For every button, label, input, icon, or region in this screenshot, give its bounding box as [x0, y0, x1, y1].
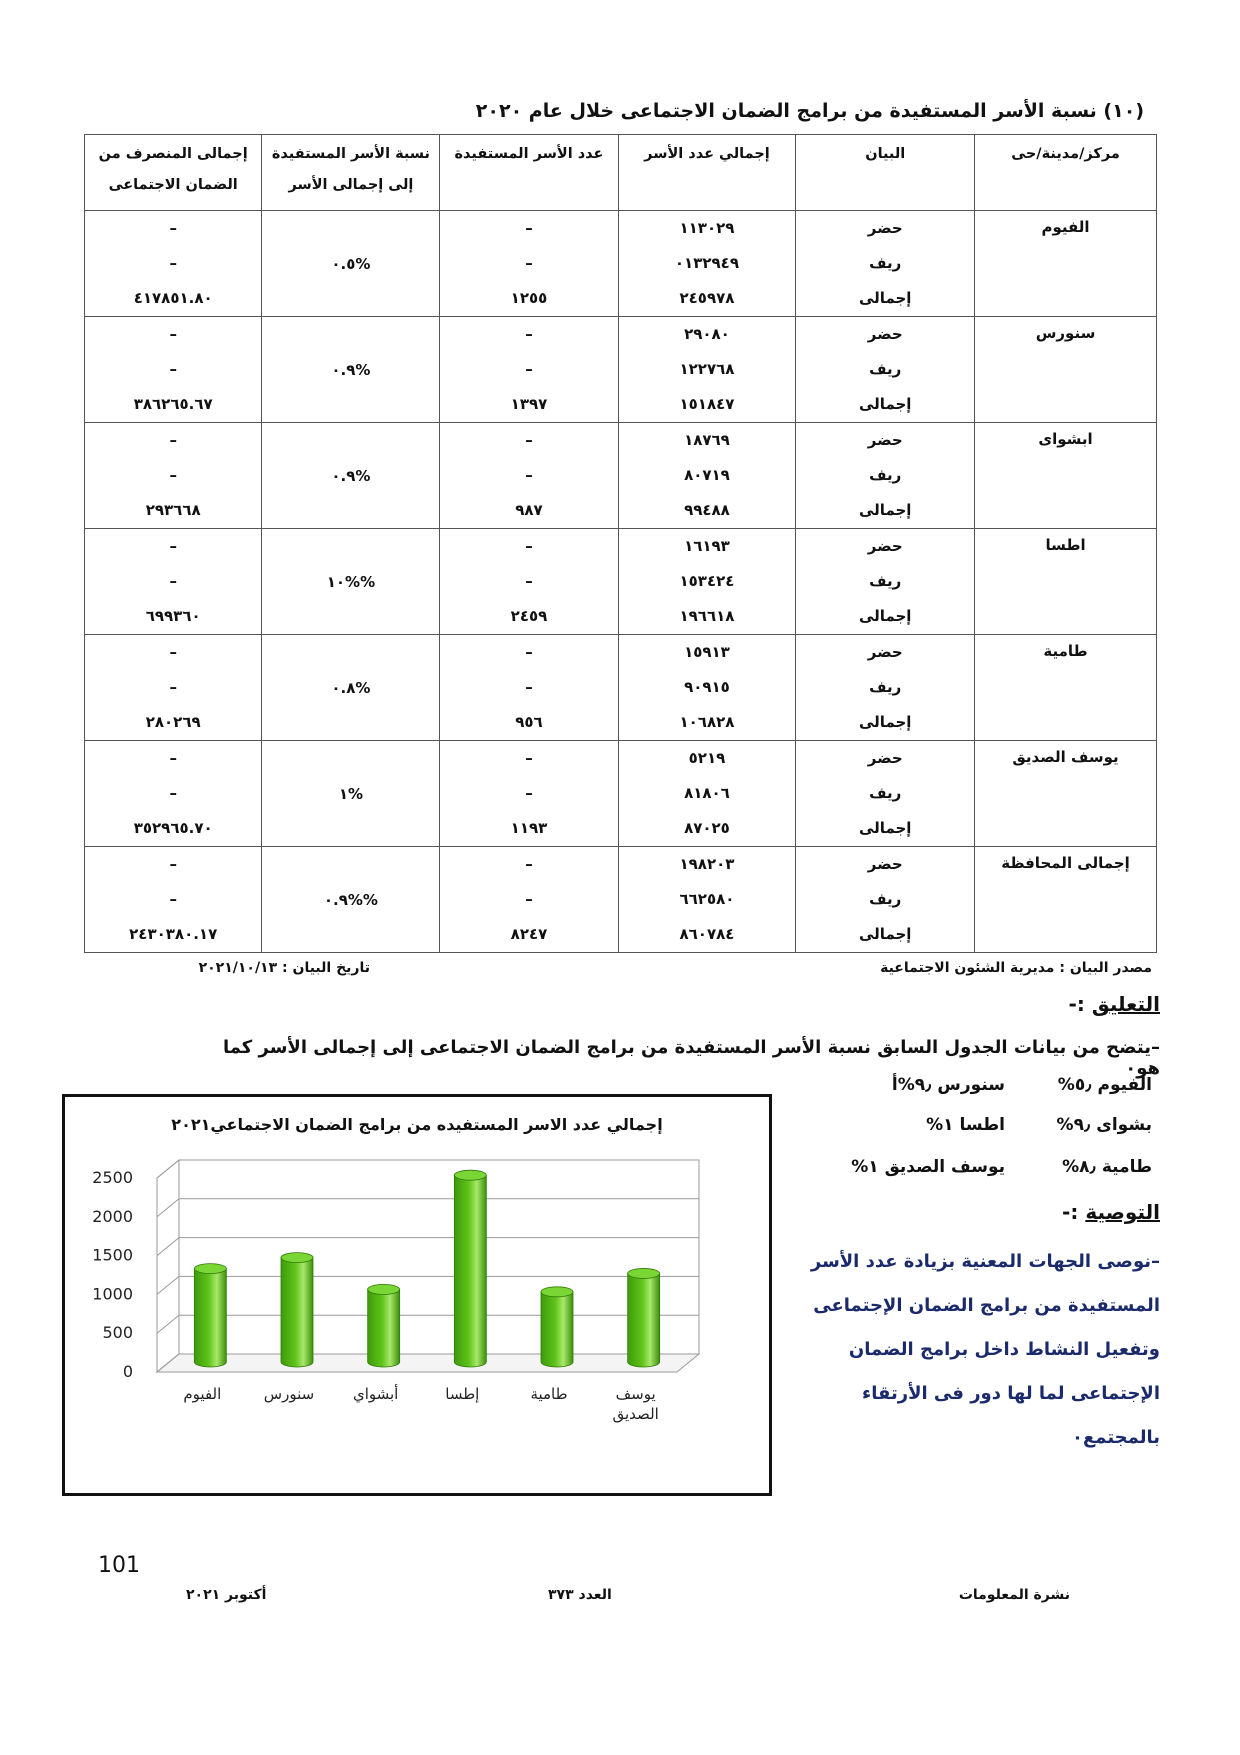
table-row	[85, 529, 1157, 635]
total-families-value: ٨٧٠٢٥	[684, 819, 730, 837]
header-ratio-line1: نسبة الأسر المستفيدة	[271, 146, 430, 162]
label-value: إجمالى	[859, 501, 912, 519]
total-spent-value: ٦٩٩٣٦٠	[145, 607, 201, 625]
header-region: مركز/مدينة/حى	[975, 135, 1157, 211]
region-cell: اطسا	[975, 529, 1157, 635]
beneficiaries-value: –	[525, 219, 533, 237]
total-spent-value: –	[169, 784, 177, 802]
ratio-cell: %١	[262, 741, 440, 847]
total-families-cell	[618, 847, 796, 953]
bar	[368, 1289, 400, 1367]
x-tick-label: الفيوم	[183, 1385, 222, 1403]
total-spent-value: ٣٥٢٩٦٥.٧٠	[133, 819, 213, 837]
label-cell	[796, 211, 975, 317]
beneficiaries-value: ٨٢٤٧	[510, 925, 548, 943]
total-spent-value: –	[169, 890, 177, 908]
total-families-cell	[618, 317, 796, 423]
total-spent-value: –	[169, 855, 177, 873]
data-source: مصدر البيان : مديرية الشئون الاجتماعية	[880, 960, 1152, 976]
label-value: ريف	[869, 678, 902, 696]
y-tick-label: 500	[102, 1323, 133, 1343]
total-families-value: ٦٦٢٥٨٠	[679, 890, 735, 908]
total-families-value: ١٥١٨٤٧	[679, 395, 735, 413]
total-spent-cell	[85, 847, 262, 953]
region-cell: إجمالى المحافظة	[975, 847, 1157, 953]
beneficiaries-cell	[440, 317, 618, 423]
total-spent-value: –	[169, 431, 177, 449]
beneficiaries-value: ٢٤٥٩	[510, 607, 548, 625]
table-header-row	[85, 135, 1157, 211]
label-cell	[796, 529, 975, 635]
total-families-value: ٩٠٩١٥	[684, 678, 730, 696]
data-date: تاريخ البيان : ٢٠٢١/١٠/١٣	[198, 960, 370, 976]
beneficiaries-value: –	[525, 325, 533, 343]
ratio-cell: %٠.٨	[262, 635, 440, 741]
y-tick-label: 1000	[92, 1284, 133, 1304]
beneficiaries-cell	[440, 211, 618, 317]
total-spent-value: –	[169, 219, 177, 237]
beneficiaries-cell	[440, 529, 618, 635]
total-spent-value: –	[169, 466, 177, 484]
comment-ratio-itsa: اطسا ١%	[926, 1115, 1005, 1135]
y-tick-label: 0	[122, 1362, 133, 1381]
beneficiaries-cell	[440, 741, 618, 847]
label-cell	[796, 847, 975, 953]
beneficiaries-value: –	[525, 537, 533, 555]
total-spent-value: –	[169, 360, 177, 378]
table-row	[85, 635, 1157, 741]
label-value: إجمالى	[859, 289, 912, 307]
label-value: ريف	[869, 572, 902, 590]
total-spent-cell	[85, 423, 262, 529]
total-families-value: ٨١٨٠٦	[684, 784, 730, 802]
bar-top	[368, 1284, 400, 1294]
beneficiaries-value: ١١٩٣	[510, 819, 548, 837]
total-spent-value: ٢٩٣٦٦٨	[145, 501, 201, 519]
recommendation-line: بالمجتمع٠	[1071, 1427, 1160, 1448]
label-cell	[796, 423, 975, 529]
footer-issue: العدد ٣٧٣	[548, 1587, 612, 1603]
total-families-value: ١٥٣٤٢٤	[679, 572, 735, 590]
bar	[194, 1269, 226, 1367]
label-value: حضر	[867, 749, 903, 767]
recommendation-line: الإجتماعى لما لها دور فى الأرتقاء	[862, 1383, 1160, 1404]
label-value: إجمالى	[859, 819, 912, 837]
chart-back-wall	[179, 1160, 699, 1354]
bar	[281, 1258, 313, 1367]
comment-ratio-sinnuris: سنورس ٩٫%أ	[891, 1075, 1005, 1095]
recommendation-line: المستفيدة من برامج الضمان الإجتماعى	[813, 1295, 1160, 1316]
x-tick-label: سنورس	[263, 1385, 315, 1403]
beneficiaries-value: –	[525, 890, 533, 908]
label-value: إجمالى	[859, 395, 912, 413]
total-spent-cell	[85, 211, 262, 317]
total-families-cell	[618, 635, 796, 741]
label-cell	[796, 635, 975, 741]
bar-top	[628, 1268, 660, 1278]
y-tick-label: 2000	[92, 1206, 133, 1226]
total-spent-value: –	[169, 572, 177, 590]
comment-ratio-ibshaway: بشواى ٩٫%	[1056, 1115, 1152, 1135]
header-beneficiaries: عدد الأسر المستفيدة	[440, 135, 618, 211]
region-cell: طامية	[975, 635, 1157, 741]
label-value: حضر	[867, 643, 903, 661]
total-spent-value: ٢٨٠٢٦٩	[145, 713, 201, 731]
region-cell: سنورس	[975, 317, 1157, 423]
region-cell: الفيوم	[975, 211, 1157, 317]
recommendation-line: –نوصى الجهات المعنية بزيادة عدد الأسر	[810, 1251, 1160, 1272]
recommendation-heading	[1040, 1200, 1160, 1224]
ratio-cell: %%٠.٩	[262, 847, 440, 953]
label-value: ريف	[869, 360, 902, 378]
ratio-cell: %٠.٩	[262, 317, 440, 423]
label-value: حضر	[867, 855, 903, 873]
header-ratio	[262, 135, 440, 211]
bar	[541, 1292, 573, 1367]
bar-top	[281, 1253, 313, 1263]
total-spent-value: –	[169, 537, 177, 555]
total-spent-value: –	[169, 325, 177, 343]
comment-heading-label: التعليق	[1091, 992, 1160, 1016]
header-spent-line1: إجمالى المنصرف من	[98, 146, 248, 162]
comment-ratio-yusuf: يوسف الصديق ١%	[851, 1157, 1005, 1177]
label-value: حضر	[867, 537, 903, 555]
total-families-value: ١٥٩١٣	[684, 643, 730, 661]
ratio-cell: %%١٠	[262, 529, 440, 635]
total-families-value: ٩٩٤٨٨	[684, 501, 730, 519]
total-spent-cell	[85, 635, 262, 741]
beneficiaries-cell	[440, 635, 618, 741]
total-spent-value: –	[169, 643, 177, 661]
beneficiaries-value: ١٣٩٧	[510, 395, 548, 413]
footer-date: أكتوبر ٢٠٢١	[186, 1587, 267, 1603]
label-value: حضر	[867, 219, 903, 237]
total-families-cell	[618, 211, 796, 317]
beneficiaries-value: –	[525, 749, 533, 767]
label-value: ريف	[869, 254, 902, 272]
label-value: ريف	[869, 466, 902, 484]
beneficiaries-value: ١٢٥٥	[510, 289, 548, 307]
label-value: إجمالى	[859, 607, 912, 625]
region-cell: ابشواى	[975, 423, 1157, 529]
total-families-value: ١١٣٠٢٩	[679, 219, 735, 237]
page-title: (١٠) نسبة الأسر المستفيدة من برامج الضمان الاجتماعى خلال عام ٢٠٢٠	[475, 100, 1144, 122]
label-value: حضر	[867, 325, 903, 343]
bar	[628, 1273, 660, 1367]
beneficiary-families-table	[84, 134, 1157, 953]
total-families-cell	[618, 529, 796, 635]
label-value: ريف	[869, 890, 902, 908]
recommendation-heading-label: التوصية	[1085, 1200, 1160, 1224]
total-families-value: ٠١٣٢٩٤٩	[674, 254, 739, 272]
beneficiaries-value: –	[525, 678, 533, 696]
label-value: حضر	[867, 431, 903, 449]
table-row	[85, 847, 1157, 953]
region-cell: يوسف الصديق	[975, 741, 1157, 847]
total-families-value: ١٢٢٧٦٨	[679, 360, 735, 378]
comment-ratio-tamiya: طامية ٨٫%	[1062, 1157, 1152, 1177]
bar-top	[454, 1170, 486, 1180]
beneficiaries-cell	[440, 423, 618, 529]
bar-top	[194, 1264, 226, 1274]
beneficiaries-value: ٩٨٧	[515, 501, 543, 519]
header-ratio-line2: إلى إجمالى الأسر	[288, 177, 414, 193]
total-families-value: ٨٦٠٧٨٤	[679, 925, 735, 943]
beneficiaries-value: –	[525, 643, 533, 661]
total-spent-value: –	[169, 254, 177, 272]
total-families-cell	[618, 741, 796, 847]
total-spent-value: –	[169, 749, 177, 767]
chart-container	[62, 1094, 772, 1496]
chart-side-wall	[157, 1160, 179, 1372]
x-tick-label: يوسف	[615, 1385, 656, 1403]
beneficiaries-value: –	[525, 855, 533, 873]
label-cell	[796, 741, 975, 847]
table-row	[85, 317, 1157, 423]
total-spent-value: ٢٤٣٠٣٨٠.١٧	[129, 925, 218, 943]
total-families-value: ١٨٧٦٩	[684, 431, 730, 449]
header-spent-line2: الضمان الاجتماعى	[108, 177, 238, 193]
y-tick-label: 1500	[92, 1245, 133, 1265]
table-row	[85, 211, 1157, 317]
bar-chart	[65, 1097, 769, 1493]
recommendation-text	[800, 1240, 1160, 1460]
beneficiaries-value: –	[525, 431, 533, 449]
beneficiaries-value: –	[525, 254, 533, 272]
total-spent-value: ٤١٧٨٥١.٨٠	[133, 289, 213, 307]
total-spent-cell	[85, 741, 262, 847]
bar	[454, 1175, 486, 1367]
comment-ratio-fayoum: الفيوم ٥٫%	[1057, 1075, 1152, 1095]
beneficiaries-cell	[440, 847, 618, 953]
x-tick-label: أبشواي	[352, 1385, 399, 1403]
label-value: إجمالى	[859, 925, 912, 943]
total-families-value: ٨٠٧١٩	[684, 466, 730, 484]
total-spent-cell	[85, 317, 262, 423]
total-families-value: ١٩٦٦١٨	[679, 607, 735, 625]
beneficiaries-value: –	[525, 360, 533, 378]
total-families-value: ١٦١٩٣	[684, 537, 730, 555]
total-families-cell	[618, 423, 796, 529]
beneficiaries-value: –	[525, 784, 533, 802]
ratio-cell: %٠.٥	[262, 211, 440, 317]
total-families-value: ١٩٨٢٠٣	[679, 855, 735, 873]
label-value: ريف	[869, 784, 902, 802]
table-row	[85, 423, 1157, 529]
ratio-cell: %٠.٩	[262, 423, 440, 529]
total-families-value: ٢٩٠٨٠	[684, 325, 730, 343]
header-total-families: إجمالي عدد الأسر	[618, 135, 796, 211]
beneficiaries-value: –	[525, 572, 533, 590]
total-families-value: ٢٤٥٩٧٨	[679, 289, 735, 307]
header-total-spent	[85, 135, 262, 211]
label-cell	[796, 317, 975, 423]
beneficiaries-value: –	[525, 466, 533, 484]
x-tick-label: إطسا	[445, 1385, 480, 1403]
page-number: 101	[98, 1553, 140, 1578]
footer-publication: نشرة المعلومات	[958, 1587, 1070, 1603]
beneficiaries-value: ٩٥٦	[515, 713, 543, 731]
recommendation-heading-suffix: :-	[1062, 1200, 1079, 1224]
x-tick-label: الصديق	[612, 1405, 659, 1423]
total-families-value: ١٠٦٨٢٨	[679, 713, 735, 731]
comment-heading	[1040, 992, 1160, 1016]
header-label: البيان	[796, 135, 975, 211]
bar-top	[541, 1287, 573, 1297]
total-families-value: ٥٢١٩	[688, 749, 726, 767]
x-tick-label: طامية	[530, 1385, 568, 1403]
recommendation-line: وتفعيل النشاط داخل برامج الضمان	[848, 1339, 1160, 1360]
total-spent-cell	[85, 529, 262, 635]
label-value: إجمالى	[859, 713, 912, 731]
table-row	[85, 741, 1157, 847]
comment-heading-suffix: :-	[1068, 992, 1085, 1016]
total-spent-value: –	[169, 678, 177, 696]
chart-floor	[157, 1354, 699, 1372]
y-tick-label: 2500	[92, 1168, 133, 1187]
total-spent-value: ٣٨٦٢٦٥.٦٧	[133, 395, 213, 413]
chart-title: إجمالي عدد الاسر المستفيده من برامج الضمان الاجتماعي٢٠٢١	[171, 1115, 663, 1134]
comment-text: –يتضح من بيانات الجدول السابق نسبة الأسر المستفيدة من برامج الضمان الاجتماعى إلى إجمالى الأسر كما هو٠	[222, 1037, 1160, 1079]
